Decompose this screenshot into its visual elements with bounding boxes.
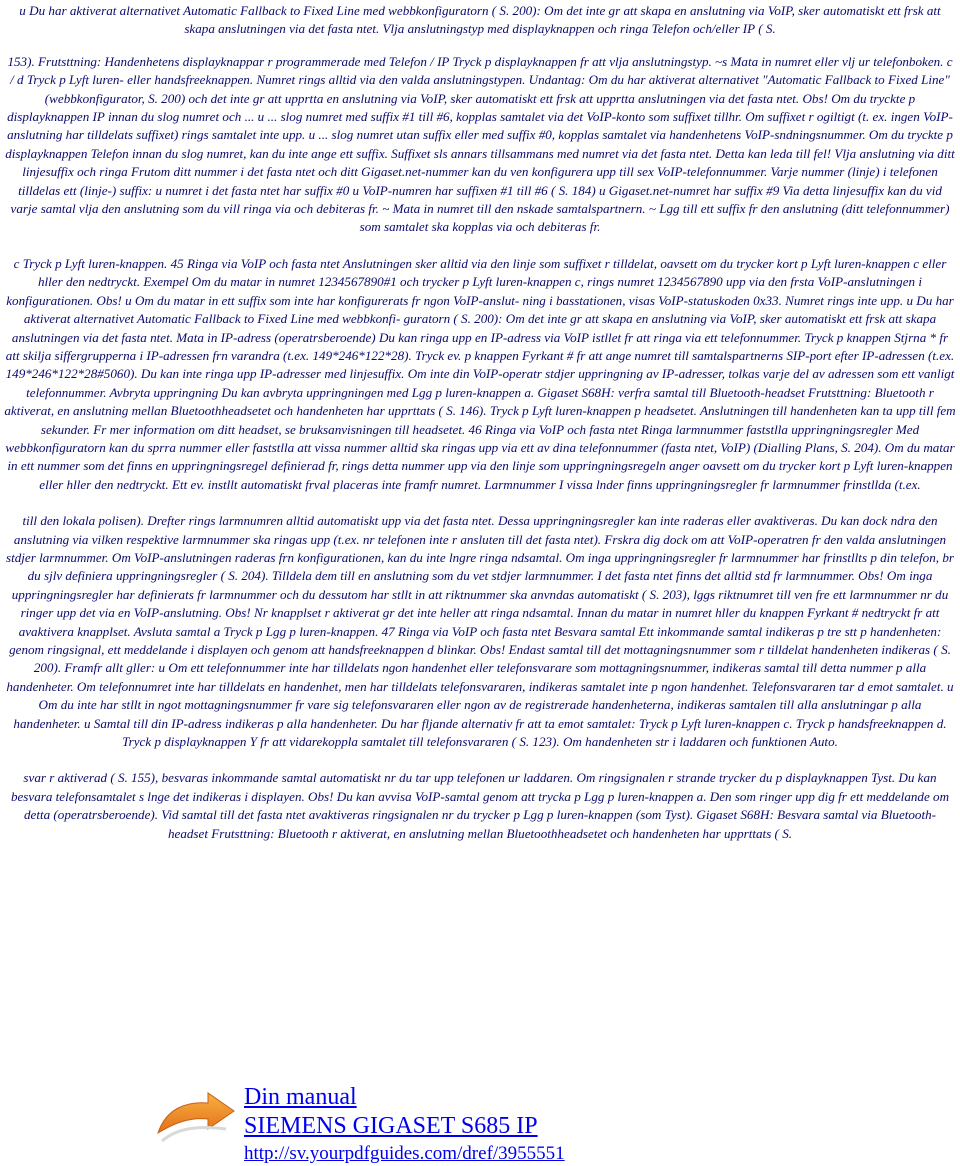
paragraph-1: u Du har aktiverat alternativet Automatic Fallback to Fixed Line med webbkonfiguratorn ( S. 200): Om det inte gr att skapa en anslutning via VoIP, sker automatiskt ett frsk att skapa anslutningen via det fasta ntet. Vlja anslutningstyp med displayknappen och ringa Telefon och/eller IP ( S. [19,3,941,37]
paragraph-gap [4,494,956,512]
document-body [4,2,956,843]
paragraph-gap [4,237,956,255]
paragraph-3: c Tryck p Lyft luren-knappen. 45 Ringa via VoIP och fasta ntet Anslutningen sker alltid via den linje som suffixet r tilldelat, oavsett om du trycker kort p Lyft luren-knappen c eller hller den nedtryckt. Exempel Om du matar in numret 1234567890#1 och trycker p Lyft luren-knappen c, rings numret 1234567890 upp via den frsta VoIP-anslutningen i konfigurationen. Obs! u Om du matar in ett suffix som inte har konfigurerats fr ngon VoIP-anslut- ning i basstationen, visas VoIP-statuskoden 0x33. Numret rings inte upp. u Du har aktiverat alternativet Automatic Fallback to Fixed Line med webbkonfi- guratorn ( S. 200): Om det inte gr att skapa en anslutning via VoIP, sker automatiskt ett frsk att skapa anslutningen via det fasta ntet. Mata in IP-adress (operatrsberoende) Du kan ringa upp en IP-adress via VoIP istllet fr att ringa via ett telefonnummer. Tryck p knappen Stjrna * fr att skilja siffergrupperna i IP-adressen frn varandra (t.ex. 149*246*122*28). Tryck ev. p knappen Fyrkant # fr att ange numret till samtalspartnerns SIP-port efter IP-adressen (t.ex. 149*246*122*28#5060). Du kan inte ringa upp IP-adresser med linjesuffix. Om inte din VoIP-operatr stdjer uppringning av IP-adresser, tolkas varje del av adressen som ett vanligt telefonnummer. Avbryta uppringning Du kan avbryta uppringningen med Lgg p luren-knappen a. Gigaset S68H: verfra samtal till Bluetooth-headset Frutsttning: Bluetooth r aktiverat, en anslutning mellan Bluetoothheadsetet och handenheten har upprttats ( S. 146). Tryck p Lyft luren-knappen p headsetet. Anslutningen till handenheten kan ta upp till fem sekunder. Fr mer information om ditt headset, se bruksanvisningen till headsetet. 46 Ringa via VoIP och fasta ntet Ringa larmnummer faststlla uppringningsregler Med webbkonfiguratorn kan du sprra nummer eller faststlla att vissa nummer alltid ska ringas upp via ett av dina telefonnummer (fasta ntet, VoIP) (Dialling Plans, S. 204). Om du matar in ett nummer som det finns en uppringningsregel definierad fr, rings detta nummer upp via den linje som uppringningsregeln anger oavsett om du trycker kort p Lyft luren-knappen eller hller den nedtryckt. Ett ev. instllt automatiskt frval placeras inte framfr numret. Larmnummer I vissa lnder finns uppringningsregler fr larmnummer frinstllda (t.ex. [4,255,956,492]
paragraph-4: till den lokala polisen). Drefter rings larmnumren alltid automatiskt upp via det fasta ntet. Dessa uppringningsregler kan inte raderas eller avaktiveras. Du kan dock ndra den anslutning via vilken respektive larmnummer ska ringas upp (t.ex. nr telefonen inte r ansluten till det fasta ntet). Frskra dig dock om att VoIP-operatren fr den valda anslutningen stdjer larmnummer. Om VoIP-anslutningen raderas frn konfigurationen, kan du inte lngre ringa ndsamtal. Om inga uppringningsregler fr larmnummer har frinstllts p din telefon, br du sjlv definiera uppringningsregler ( S. 204). Tilldela dem till en anslutning som du vet stdjer larmnummer. I det fasta ntet finns det alltid std fr larmnummer. Obs! Om inga uppringningsregler har definierats fr larmnummer och du dessutom har stllt in att riktnummer ska anvndas automatiskt ( S. 203), lggs riktnumret till ven fre ett larmnummer nr du ringer upp det via en VoIP-anslutning. Obs! Nr knapplset r aktiverat gr det inte heller att ringa ndsamtal. Innan du matar in numret hller du knappen Fyrkant # nedtryckt fr att avaktivera knapplset. Avsluta samtal a Tryck p Lgg p luren-knappen. 47 Ringa via VoIP och fasta ntet Besvara samtal Ett inkommande samtal indikeras p tre stt p handenheten: genom ringsignal, ett meddelande i displayen och genom att handsfreeknappen d blinkar. Obs! Endast samtal till det mottagningsnummer som r tilldelat handenheten indikeras ( S. 200). Framfr allt gller: u Om ett telefonnummer inte har tilldelats ngon handenhet eller telefonsvarare som mottagningsnummer, indikeras samtal till detta nummer p alla handenheter. Om telefonnumret inte har tilldelats en handenhet, men har tilldelats telefonsvararen, indikeras samtalet inte p ngon handenhet. Telefonsvararen tar d emot samtalet. u Om du inte har stllt in ngot mottagningsnummer fr vare sig telefonsvararen eller ngon av de registrerade handenheterna, indikeras samtalen till alla anslutningar p alla handenheter. u Samtal till din IP-adress indikeras p alla handenheter. Du har fljande alternativ fr att ta emot samtalet: Tryck p Lyft luren-knappen c. Tryck p handsfreeknappen d. Tryck p displayknappen Y fr att vidarekoppla samtalet till telefonsvararen ( S. 123). Om handenheten str i laddaren och funktionen Auto. [6,513,954,750]
manual-footer [150,1083,950,1164]
manual-links [244,1083,565,1166]
paragraph-gap [4,39,956,53]
arrow-logo-icon [156,1089,236,1143]
paragraph-gap [4,751,956,769]
paragraph-5: svar r aktiverad ( S. 155), besvaras inkommande samtal automatiskt nr du tar upp telefonen ur laddaren. Om ringsignalen r strande trycker du p displayknappen Tyst. Du kan besvara telefonsamtalet s lnge det indikeras i displayen. Obs! Du kan avvisa VoIP-samtal genom att trycka p Lgg p luren-knappen a. Den som ringer upp dig fr ett meddelande om detta (operatrsberoende). Vid samtal till det fasta ntet avaktiveras ringsignalen nr du trycker p Lgg p luren-knappen (som Tyst). Gigaset S68H: Besvara samtal via Bluetooth-headset Frutsttning: Bluetooth r aktiverat, en anslutning mellan Bluetoothheadsetet och handenheten har upprttats ( S. [10,770,950,841]
paragraph-2: 153). Frutsttning: Handenhetens displayknappar r programmerade med Telefon / IP Tryck p displayknappen fr att vlja anslutningstyp. ~s Mata in numret eller vlj ur telefonboken. c / d Tryck p Lyft luren- eller handsfreeknappen. Numret rings alltid via den valda anslutningstypen. Undantag: Om du har aktiverat alternativet "Automatic Fallback to Fixed Line" (webbkonfigurator, S. 200) och det inte gr att upprtta en anslutning via VoIP, sker automatiskt ett frsk att upprtta anslutningen via det fasta ntet. Obs! Om du tryckte p displayknappen IP innan du slog numret och ... u ... slog numret med suffix #1 till #6, kopplas samtalet via det VoIP-konto som suffixet tillhr. Om suffixet r ogiltigt (t. ex. ingen VoIP-anslutning har tilldelats suffixet) rings samtalet inte upp. u ... slog numret utan suffix eller med suffix #0, kopplas samtalet via handenhetens VoIP-sndningsnummer. Om du tryckte p displayknappen Telefon innan du slog numret, kan du inte ange ett suffix. Suffixet sls annars tillsammans med numret via det fasta ntet. Detta kan leda till fel! Vlja anslutning via ditt linjesuffix och ringa Frutom ditt nummer i det fasta ntet och ditt Gigaset.net-nummer kan du ven konfigurera upp till sex VoIP-telefonnummer. Varje nummer (linje) i telefonen tilldelas ett (linje-) suffix: u numret i det fasta ntet har suffix #0 u VoIP-numren har suffixen #1 till #6 ( S. 184) u Gigaset.net-numret har suffix #9 Via detta linjesuffix kan du vid varje samtal vlja den anslutning som du vill ringa via och debiteras fr. ~ Mata in numret till den nskade samtalspartnern. ~ Lgg till ett suffix fr den anslutning (ditt telefonnummer) som samtalet ska kopplas via och debiteras fr. [5,53,955,235]
manual-link[interactable]: Din manual [244,1084,357,1110]
product-link[interactable]: SIEMENS GIGASET S685 IP [244,1113,538,1139]
url-link[interactable]: http://sv.yourpdfguides.com/dref/3955551 [244,1143,565,1164]
